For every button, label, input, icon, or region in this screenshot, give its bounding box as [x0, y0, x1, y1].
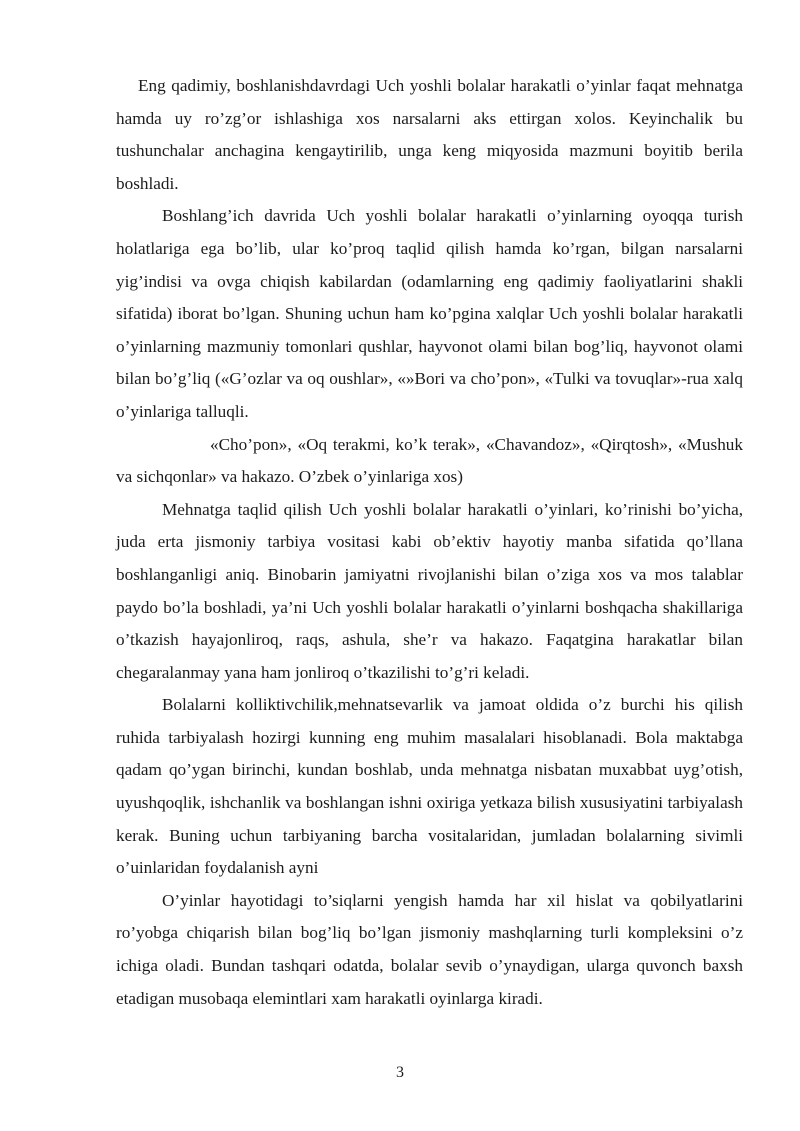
paragraph-1: Eng qadimiy, boshlanishdavrdagi Uch yoshli bolalar harakatli o’yinlar faqat mehnatga hamda uy ro’zg’or ishlashiga xos narsalarni aks ettirgan xolos. Keyinchalik bu tushunchalar anchagina kengaytirilib, unga keng miqyosida mazmuni boyitib berila boshladi.: [116, 76, 743, 193]
paragraph-6: O’yinlar hayotidagi to’siqlarni yengish hamda har xil hislat va qobilyatlarini ro’yobga chiqarish bilan bog’liq bo’lgan jismoniy mashqlarning turli kompleksini o’z ichiga oladi. Bundan tashqari odatda, bolalar sevib o’ynaydigan, ularga quvonch baxsh etadigan musobaqa elemintlari xam harakatli oyinlarga kiradi.: [116, 890, 743, 1008]
paragraph-3: «Cho’pon», «Oq terakmi, ko’k terak», «Chavandoz», «Qirqtosh», «Mushuk va sichqonlar» va hakazo. O’zbek o’yinlariga xos): [116, 434, 743, 487]
paragraph-2: Boshlang’ich davrida Uch yoshli bolalar harakatli o’yinlarning oyoqqa turish holatlariga ega bo’lib, ular ko’proq taqlid qilish hamda ko’rgan, bilgan narsalarni yig’indisi va ovga chiqish kabilardan (odamlarning eng qadimiy faoliyatlarini shakli sifatida) iborat bo’lgan. Shuning uchun ham ko’pgina xalqlar Uch yoshli bolalar harakatli o’yinlarning mazmuniy tomonlari qushlar, hayvonot olami bilan bog’liq, hayvonot olami bilan bo’g’liq («G’ozlar va oq oushlar», «»Bori va cho’pon», «Tulki va tovuqlar»-rua xalq o’yinlariga talluqli.: [116, 206, 743, 421]
page-number: 3: [396, 1064, 404, 1081]
paragraph-4: Mehnatga taqlid qilish Uch yoshli bolalar harakatli o’yinlari, ko’rinishi bo’yicha, juda erta jismoniy tarbiya vositasi kabi ob’ektiv hayotiy manba sifatida qo’llana boshlanganligi aniq. Binobarin jamiyatni rivojlanishi bilan o’ziga xos va mos talablar paydo bo’la boshladi, ya’ni Uch yoshli bolalar harakatli o’yinlarni boshqacha shakillariga o’tkazish hayajonliroq, raqs, ashula, she’r va hakazo. Faqatgina harakatlar bilan chegaralanmay yana ham jonliroq o’tkazilishi to’g’ri keladi.: [116, 499, 743, 682]
document-page: [116, 70, 743, 1015]
paragraph-5: Bolalarni kolliktivchilik,mehnatsevarlik va jamoat oldida o’z burchi his qilish ruhida tarbiyalash hozirgi kunning eng muhim masalalari hisoblanadi. Bola maktabga qadam qo’ygan birinchi, kundan boshlab, unda mehnatga nisbatan muxabbat uyg’otish, uyushqoqlik, ishchanlik va boshlangan ishni oxiriga yetkaza bilish xususiyatini tarbiyalash kerak. Buning uchun tarbiyaning barcha vositalaridan, jumladan bolalarning sivimli o’uinlaridan foydalanish ayni: [116, 695, 743, 878]
